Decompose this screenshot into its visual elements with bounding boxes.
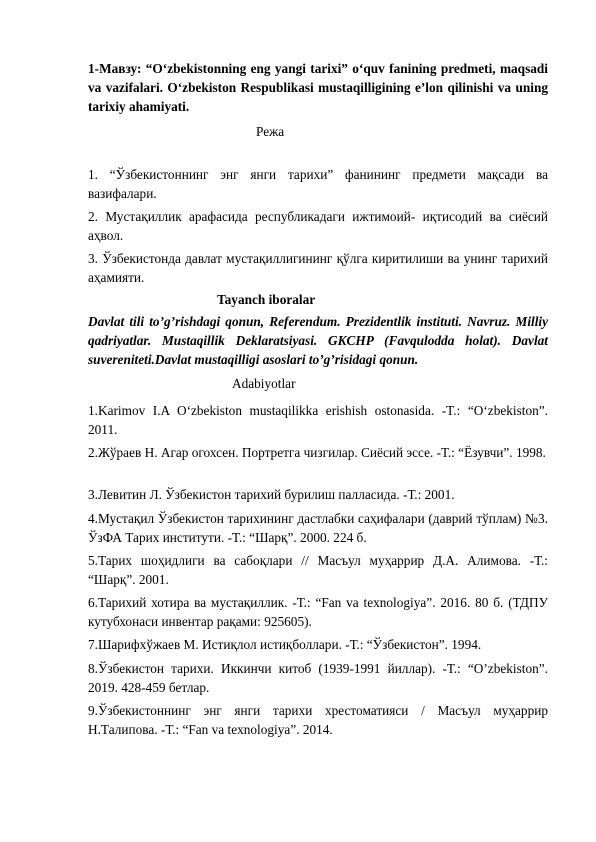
literature-item: 9.Ўзбекистоннинг энг янги тарихи хрестоматияси / Масъул муҳаррир Н.Талипова. -Т.: “Fan va texnologiya”. 2014. xyxy=(88,703,548,737)
key-terms-heading: Tayanch iboralar xyxy=(217,292,316,307)
literature-item: 7.Шарифхўжаев М. Истиқлол истиқболлари. -Т.: “Ўзбекистон”. 1994. xyxy=(88,637,482,652)
plan-item: 2. Мустақиллик арафасида республикадаги ижтимоий- иқтисодий ва сиёсий аҳвол. xyxy=(88,209,548,243)
plan-item: 3. Ўзбекистонда давлат мустақиллигининг қўлга киритилиши ва унинг тарихий аҳамияти. xyxy=(88,251,548,285)
literature-heading: Adabiyotlar xyxy=(232,376,296,391)
plan-item: 1. “Ўзбекистоннинг энг янги тарихи” фанининг предмети мақсади ва вазифалари. xyxy=(88,167,548,201)
key-terms-text: Davlat tili to’g’rishdagi qonun, Referendum. Prezidentlik instituti. Navruz. Milliy qadriyatlar. Mustaqillik Deklaratsiyasi. GKCHP (Favqulodda holat). Davlat suvereniteti.Davlat mustaqilligi asoslari to’g’risidagi qonun. xyxy=(88,314,548,367)
literature-item: 3.Левитин Л. Ўзбекистон тарихий бурилиш палласида. -Т.: 2001. xyxy=(88,487,455,502)
literature-item: 4.Мустақил Ўзбекистон тарихининг дастлабки саҳифалари (даврий тўплам) №3. ЎзФА Тарих институти. -Т.: “Шарқ”. 2000. 224 б. xyxy=(88,511,548,545)
literature-item: 8.Ўзбекистон тарихи. Иккинчи китоб (1939-1991 йиллар). -Т.: “O’zbekiston”. 2019. 428-459 бетлар. xyxy=(88,661,548,695)
plan-heading: Режа xyxy=(256,124,285,139)
literature-item: 6.Тарихий хотира ва мустақиллик. -Т.: “Fan va texnologiya”. 2016. 80 б. (ТДПУ кутубхонаси инвентар рақами: 925605). xyxy=(88,595,548,629)
literature-item: 5.Тарих шоҳидлиги ва сабоқлари // Масъул муҳаррир Д.А. Алимова. -Т.: “Шарқ”. 2001. xyxy=(88,553,548,587)
topic-title: 1-Мавзу: “O‘zbekistonning eng yangi tarixi” o‘quv fanining predmeti, maqsadi va vazifalari. O‘zbekiston Respublikasi mustaqilligining e’lon qilinishi va uning tarixiy ahamiyati. xyxy=(88,61,548,114)
literature-item: 1.Karimov I.A O‘zbekiston mustaqilikka erishish ostonasida. -T.: “O‘zbekiston”. 2011. xyxy=(88,403,548,437)
literature-item: 2.Жўраев Н. Агар огохсен. Портретга чизгилар. Сиёсий эссе. -Т.: “Ёзувчи”. 1998. xyxy=(88,445,546,460)
